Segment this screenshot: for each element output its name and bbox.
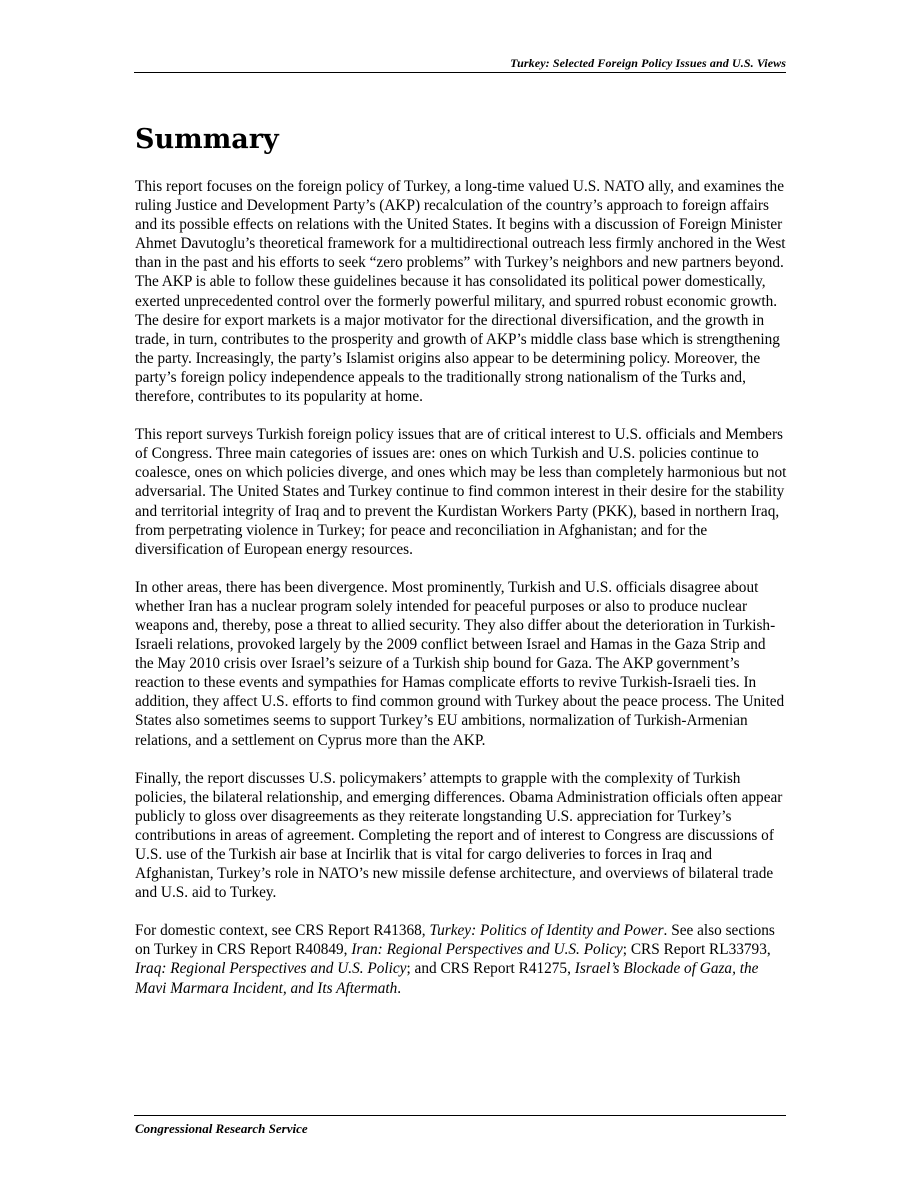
context-end: . [397,979,402,997]
section-title: Summary [135,124,279,155]
report-title-r41275: Israel’s Blockade of Gaza, the Mavi Marmara Incident, and Its Aftermath [135,960,759,997]
running-header-title: Turkey: Selected Foreign Policy Issues and U.S. Views [510,56,786,70]
context-intro: For domestic context, see CRS Report R41368, [135,922,430,940]
header-rule [134,72,786,73]
context-text-4: ; and CRS Report R41275, [406,960,575,978]
paragraph-related-reports [135,921,787,997]
report-title-r41368: Turkey: Politics of Identity and Power [429,922,664,940]
context-text-3: ; CRS Report RL33793, [622,941,771,959]
context-text-2: . See also sections on Turkey in CRS Report R40849, [135,922,775,959]
paragraph-issue-categories: This report surveys Turkish foreign policy issues that are of critical interest to U.S. officials and Members of Congress. Three main categories of issues are: ones on which Turkish and U.S. policies continue to coalesce, ones on which policies diverge, and ones which may be less than completely harmonious but not adversarial. The United States and Turkey continue to find common interest in their desire for the stability and territorial integrity of Iraq and to prevent the Kurdistan Workers Party (PKK), based in northern Iraq, from perpetrating violence in Turkey; for peace and reconciliation in Afghanistan; and for the diversification of European energy resources. [135,426,787,558]
footer-rule [134,1115,786,1116]
paragraph-us-policy: Finally, the report discusses U.S. policymakers’ attempts to grapple with the complexity of Turkish policies, the bilateral relationship, and emerging differences. Obama Administration officials often appear publicly to gloss over disagreements as they reiterate longstanding U.S. appreciation for Turkey’s contributions in areas of agreement. Completing the report and of interest to Congress are discussions of U.S. use of the Turkish air base at Incirlik that is vital for cargo deliveries to forces in Iraq and Afghanistan, Turkey’s role in NATO’s new missile defense architecture, and overviews of bilateral trade and U.S. aid to Turkey. [135,769,783,902]
report-title-r40849: Iran: Regional Perspectives and U.S. Policy [351,941,623,959]
summary-body [135,177,787,1017]
paragraph-divergence: In other areas, there has been divergence. Most prominently, Turkish and U.S. officials disagree about whether Iran has a nuclear program solely intended for peaceful purposes or also to produce nuclear weapons and, thereby, pose a threat to allied security. They also differ about the deterioration in Turkish-Israeli relations, provoked largely by the 2009 conflict between Israel and Hamas in the Gaza Strip and the May 2010 crisis over Israel’s seizure of a Turkish ship bound for Gaza. The AKP government’s reaction to these events and sympathies for Hamas complicate efforts to revive Turkish-Israeli ties. In addition, they affect U.S. efforts to find common ground with Turkey about the peace process. The United States also sometimes seems to support Turkey’s EU ambitions, normalization of Turkish-Armenian relations, and a settlement on Cyprus more than the AKP. [135,578,785,749]
paragraph-overview: This report focuses on the foreign policy of Turkey, a long-time valued U.S. NATO ally, and examines the ruling Justice and Development Party’s (AKP) recalculation of the country’s approach to foreign affairs and its possible effects on relations with the United States. It begins with a discussion of Foreign Minister Ahmet Davutoglu’s theoretical framework for a multidirectional outreach less firmly anchored in the West than in the past and his efforts to seek “zero problems” with Turkey’s neighbors and new partners beyond. The AKP is able to follow these guidelines because it has consolidated its political power domestically, exerted unprecedented control over the formerly powerful military, and spurred robust economic growth. The desire for export markets is a major motivator for the directional diversification, and the growth in trade, in turn, contributes to the prosperity and growth of AKP’s middle class base which is strengthening the party. Increasingly, the party’s Islamist origins also appear to be determining policy. Moreover, the party’s foreign policy independence appeals to the traditionally strong nationalism of the Turks and, therefore, contributes to its popularity at home. [135,178,786,406]
report-title-rl33793: Iraq: Regional Perspectives and U.S. Policy [135,960,407,978]
footer-publisher: Congressional Research Service [135,1121,308,1136]
